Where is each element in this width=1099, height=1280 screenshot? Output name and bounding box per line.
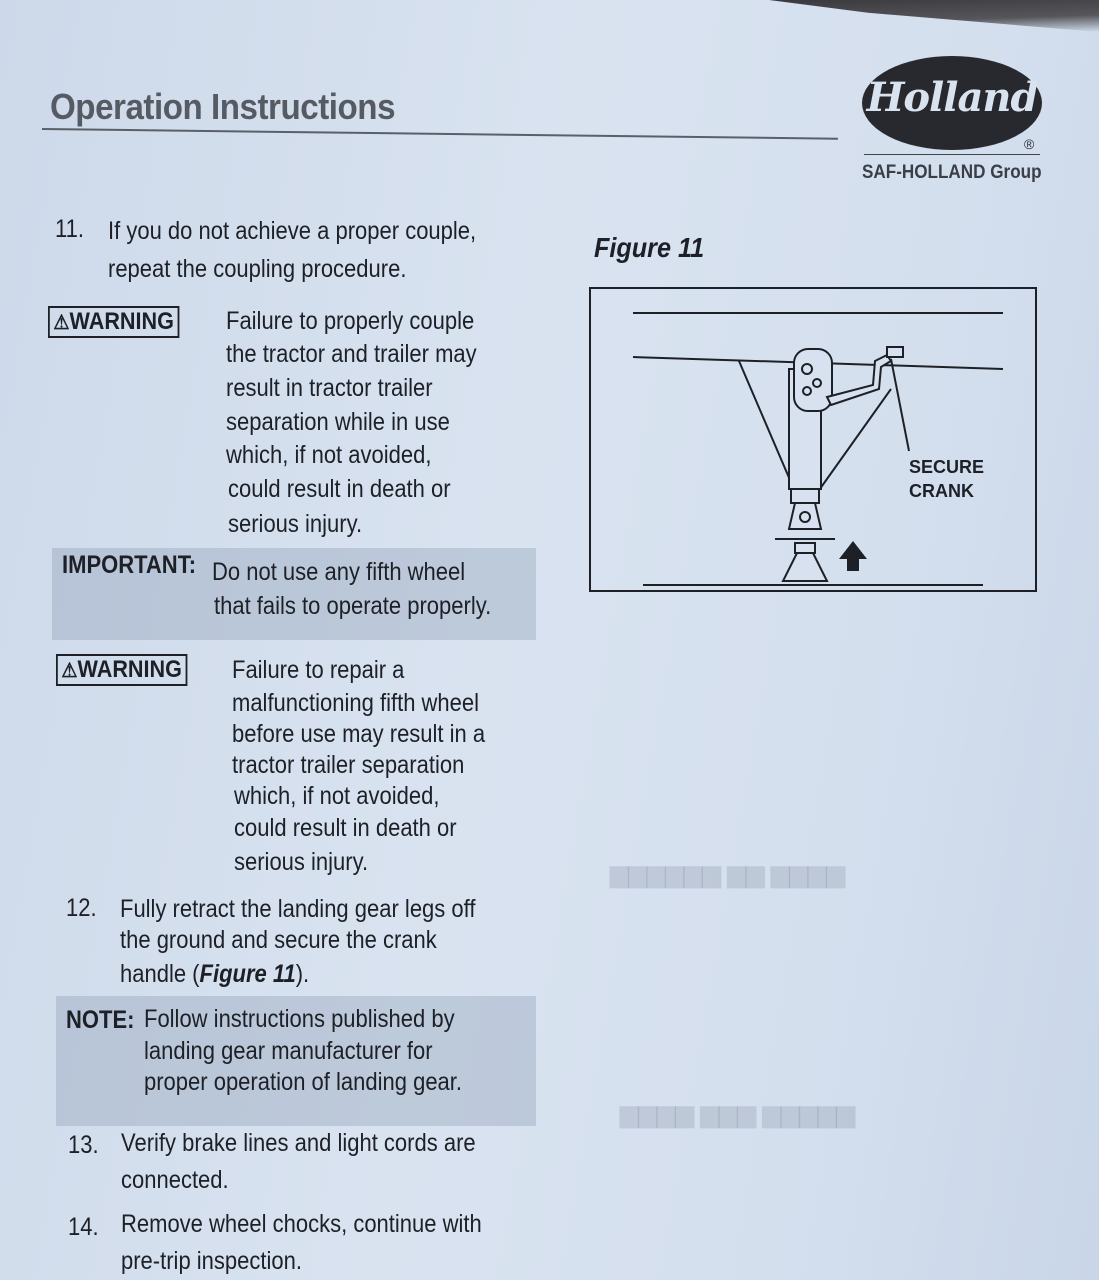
note-line: proper operation of landing gear. [144,1068,463,1096]
holland-logo [862,56,1042,150]
step-12-line-1: Fully retract the landing gear legs off [120,895,476,923]
up-arrow-icon [839,541,867,571]
important-line: that fails to operate properly. [214,592,492,620]
warning-2-line: before use may result in a [232,720,486,748]
logo-divider [864,154,1040,155]
warning-1-line: separation while in use [226,408,450,436]
warning-badge [56,654,187,686]
crank-clip [887,347,903,357]
step-number: 13. [68,1131,99,1159]
note-line: Follow instructions published by [144,1005,455,1033]
background-surface [769,0,1099,32]
landing-gear-illustration [591,289,1035,590]
warning-1-line: serious injury. [228,510,363,538]
step-13-line-2: connected. [121,1166,229,1194]
warning-badge [48,306,179,338]
warning-label: WARNING [77,656,182,683]
crank-handle [827,355,891,405]
figure-11-frame [589,287,1037,592]
warning-2-line: tractor trailer separation [232,751,465,779]
step-number: 11. [55,215,84,243]
note-label: NOTE: [66,1006,135,1034]
group-name: SAF-HOLLAND Group [862,162,1042,183]
warning-1-line: Failure to properly couple [226,307,475,335]
bleed-through: ▆▆▆▆ ▆▆ ▆▆▆▆▆▆ [610,861,845,888]
step-12-text: handle ( [120,960,200,988]
registered-mark: ® [1024,136,1035,152]
step-number: 14. [68,1213,99,1241]
label-pointer [891,359,909,451]
figure-reference: Figure 11 [199,960,296,988]
important-line: Do not use any fifth wheel [212,558,466,586]
warning-triangle-icon: ⚠ [61,660,78,682]
logo-wordmark: Holland [866,74,1038,121]
step-14-line-1: Remove wheel chocks, continue with [121,1210,482,1238]
step-number: 12. [66,894,97,922]
foot-pad [783,553,827,581]
warning-1-line: result in tractor trailer [226,374,433,402]
note-line: landing gear manufacturer for [144,1037,433,1065]
important-label: IMPORTANT: [62,551,197,579]
step-12-line-3 [120,957,309,991]
warning-2-line: which, if not avoided, [234,782,440,810]
foot-lower-collar [795,543,815,553]
warning-triangle-icon: ⚠ [53,312,70,334]
step-14-line-2: pre-trip inspection. [121,1247,302,1275]
foot-upper [789,503,821,529]
warning-1-line: could result in death or [228,475,451,503]
warning-2-line: Failure to repair a [232,656,405,684]
figure-caption: Figure 11 [594,232,705,263]
warning-1-line: the tractor and trailer may [226,340,477,368]
warning-2-line: could result in death or [234,814,457,842]
step-12-line-2: the ground and secure the crank [120,926,437,954]
warning-1-line: which, if not avoided, [226,441,432,469]
step-11-line-1: If you do not achieve a proper couple, [108,217,477,245]
step-13-line-1: Verify brake lines and light cords are [121,1129,476,1157]
step-11-line-2: repeat the coupling procedure. [108,255,407,283]
page-title: Operation Instructions [50,86,396,127]
figure-label: CRANK [909,481,974,501]
leg-collar [791,489,819,503]
warning-2-line: malfunctioning fifth wheel [232,689,480,717]
step-12-tail: ). [295,960,310,988]
warning-label: WARNING [69,308,174,335]
figure-label: SECURE [909,457,985,477]
brace-left [739,361,793,487]
bleed-through: ▆▆▆▆▆ ▆▆▆ ▆▆▆▆ [620,1101,855,1128]
warning-2-line: serious injury. [234,848,369,876]
header-divider [42,128,838,140]
